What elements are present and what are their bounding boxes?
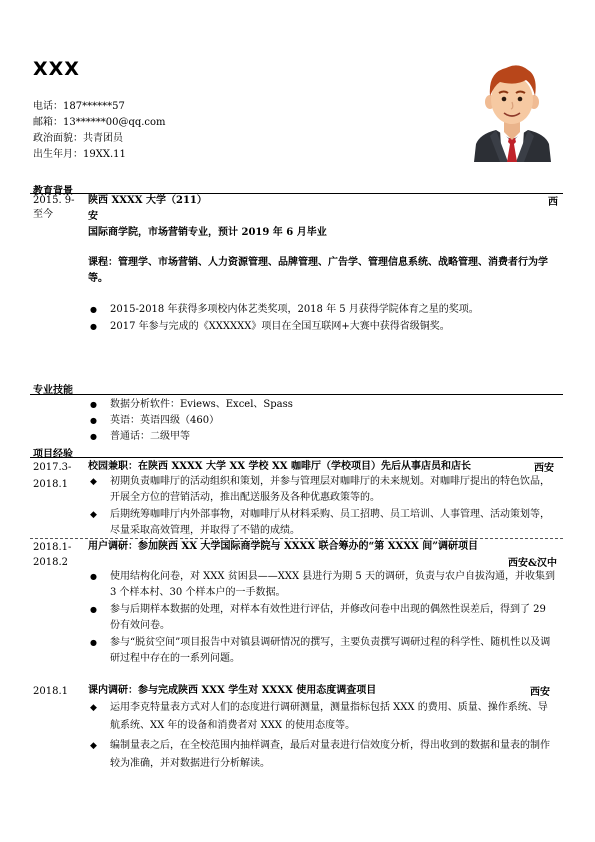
project-1-location: 西安 [534,463,554,474]
education-location-wrap: 安 [88,211,98,222]
award-item: ● 2017 年参与完成的《XXXXXX》项目在全国互联网+大赛中获得省级铜奖。 [88,319,556,334]
project-1-date-start: 2017.3- [33,462,72,473]
political-line: 政治面貌：共青团员 [33,133,123,144]
project-2-date-end: 2018.2 [33,557,68,568]
project-bullet: ● 参与“脱贫空间”项目报告中对镇县调研情况的撰写，主要负责撰写调研过程的科学性、随机性以及调研过程中存在的一系列问题。 [88,635,556,667]
education-courses: 课程：管理学、市场营销、人力资源管理、品牌管理、广告学、管理信息系统、战略管理、消费者行为学等。 [88,257,548,284]
project-2-heading: 用户调研：参加陕西 XX 大学国际商学院与 XXXX 联合筹办的“第 XXXX 间”调研项目 [88,541,478,552]
project-2-date-start: 2018.1- [33,542,72,553]
phone-line: 电话：187******57 [33,101,125,112]
email-line: 邮箱：13******00@qq.com [33,117,166,128]
project-1-date-end: 2018.1 [33,479,68,490]
project-3-location: 西安 [530,687,550,698]
project-bullet: ● 使用结构化问卷，对 XXX 贫困县——XXX 县进行为期 5 天的调研，负责与农户自拔沟通，并收集到 3 个样本村、30 个样本户的一手数据。 [88,569,556,601]
project-1-heading: 校园兼职：在陕西 XXXX 大学 XX 学校 XX 咖啡厅（学校项目）先后从事店员和店长 [88,461,471,472]
projects-title: 项目经验 [33,449,73,460]
project-2-bullets [88,569,556,667]
education-school: 陕西 XXXX 大学（211） [88,195,207,206]
project-bullet: ◆ 初期负责咖啡厅的活动组织和策划，并参与管理层对咖啡厅的未来规划。对咖啡厅提出的特色饮品，开展全方位的营销活动，推出配送服务及各种优惠政策等的。 [88,474,556,506]
skills-divider [30,394,563,395]
project-bullet: ◆ 编制量表之后，在全校范围内抽样调查，最后对量表进行信效度分析，得出收到的数据和量表的制作较为准确，并对数据进行分析解读。 [88,737,556,773]
skills-title: 专业技能 [33,385,73,396]
project-bullet: ● 参与后期样本数据的处理，对样本有效性进行评估，并修改问卷中出现的偶然性误差后，得到了 29 份有效问卷。 [88,602,556,634]
avatar-icon [470,58,555,162]
project-3-bullets [88,699,556,773]
skill-item: ● 英语：英语四级（460） [88,413,556,428]
education-program: 国际商学院，市场营销专业，预计 2019 年 6 月毕业 [88,227,327,238]
project-2-location: 西安&汉中 [508,558,558,569]
education-awards [88,302,556,334]
candidate-name: XXX [33,58,80,80]
project-3-heading: 课内调研：参与完成陕西 XXX 学生对 XXXX 使用态度调查项目 [88,685,377,696]
education-date-start: 2015. 9- [33,195,75,206]
education-title: 教育背景 [33,186,73,197]
birth-line: 出生年月：19XX.11 [33,149,126,160]
award-item: ● 2015-2018 年获得多项校内体艺类奖项，2018 年 5 月获得学院体育之星的奖项。 [88,302,556,317]
project-3-date: 2018.1 [33,686,68,697]
project-bullet: ◆ 后期统筹咖啡厅内外部事物，对咖啡厅从材料采购、员工招聘、员工培训、人事管理、活动策划等，尽量采取高效管理，并取得了不错的成绩。 [88,507,556,539]
project-bullet: ◆ 运用李克特量表方式对人们的态度进行调研测量，测量指标包括 XXX 的费用、质量、操作系统、导航系统、XX 年的设备和消费者对 XXX 的使用态度等。 [88,699,556,735]
skills-list [88,397,556,444]
skill-item: ● 数据分析软件：Eviews、Excel、Spass [88,397,556,412]
projects-divider [30,457,563,458]
project-1-bullets [88,474,556,539]
education-location: 西 [548,197,558,208]
skill-item: ● 普通话：二级甲等 [88,429,556,444]
education-date-end: 至今 [33,209,53,220]
